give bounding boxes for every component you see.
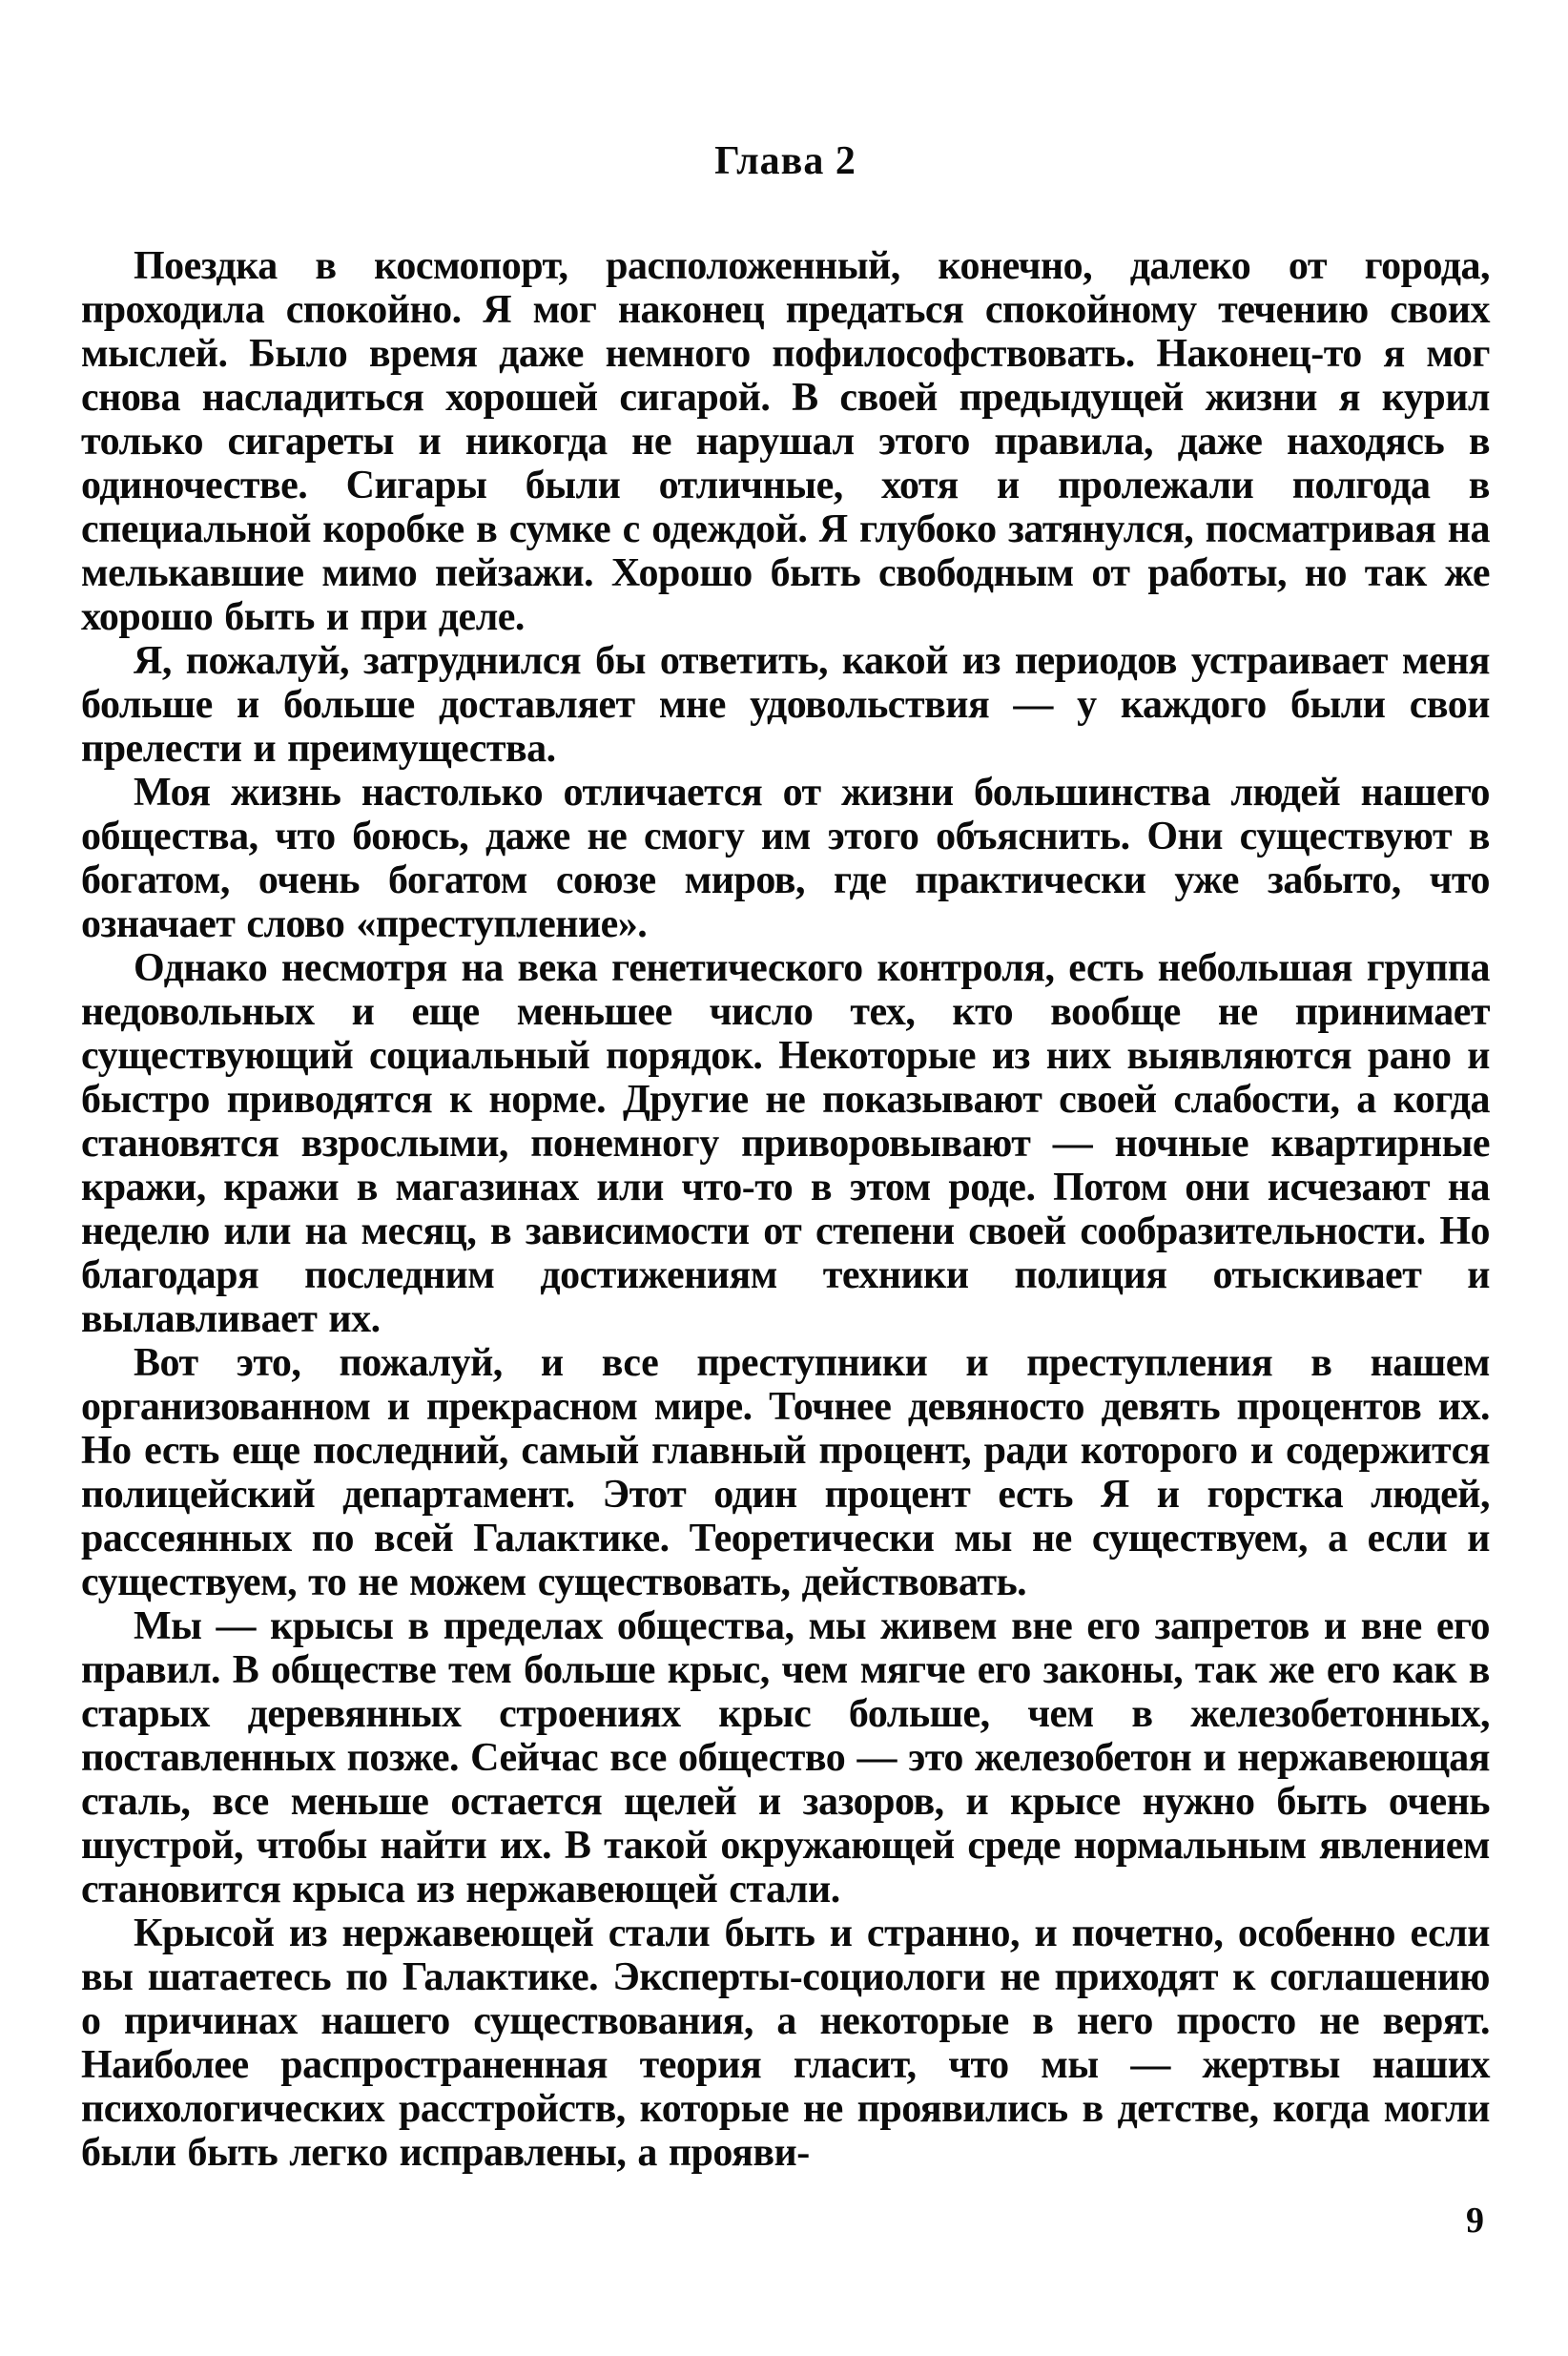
paragraph-1: Поездка в космопорт, расположенный, конечно, далеко от города, проходила спокойно. Я мог наконец предаться спокойному течению своих мыслей. Было время даже немного пофилософствовать. Наконец-то я мог снова насладиться хорошей сигарой. В своей предыдущей жизни я курил только сигареты и никогда не нарушал этого правила, даже находясь в одиночестве. Сигары были отличные, хотя и пролежали полгода в специальной коробке в сумке с одеждой. Я глубоко затянулся, посматривая на мелькавшие мимо пейзажи. Хорошо быть свободным от работы, но так же хорошо быть и при деле.: [81, 244, 1490, 639]
page-number: 9: [1466, 2201, 1484, 2241]
paragraph-7: Крысой из нержавеющей стали быть и странно, и почетно, особенно если вы шатаетесь по Галактике. Эксперты-социологи не приходят к соглашению о причинах нашего существования, а некоторые в него просто не верят. Наиболее распространенная теория гласит, что мы — жертвы наших психологических расстройств, которые не проявились в детстве, когда могли были быть легко исправлены, а прояви-: [81, 1912, 1490, 2175]
paragraph-4: Однако несмотря на века генетического контроля, есть небольшая группа недовольных и еще меньшее число тех, кто вообще не принимает существующий социальный порядок. Некоторые из них выявляются рано и быстро приводятся к норме. Другие не показывают своей слабости, а когда становятся взрослыми, понемногу приворовывают — ночные квартирные кражи, кражи в магазинах или что-то в этом роде. Потом они исчезают на неделю или на месяц, в зависимости от степени своей сообразительности. Но благодаря последним достижениям техники полиция отыскивает и вылавливает их.: [81, 946, 1490, 1341]
paragraph-3: Моя жизнь настолько отличается от жизни большинства людей нашего общества, что боюсь, даже не смогу им этого объяснить. Они существуют в богатом, очень богатом союзе миров, где практически уже забыто, что означает слово «преступление».: [81, 771, 1490, 946]
paragraph-6: Мы — крысы в пределах общества, мы живем вне его запретов и вне его правил. В обществе тем больше крыс, чем мягче его законы, так же его как в старых деревянных строениях крыс больше, чем в железобетонных, поставленных позже. Сейчас все общество — это железобетон и нержавеющая сталь, все меньше остается щелей и зазоров, и крысе нужно быть очень шустрой, чтобы найти их. В такой окружающей среде нормальным явлением становится крыса из нержавеющей стали.: [81, 1604, 1490, 1912]
chapter-heading: Глава 2: [714, 139, 856, 183]
paragraph-2: Я, пожалуй, затруднился бы ответить, какой из периодов устраивает меня больше и больше доставляет мне удовольствия — у каждого были свои прелести и преимущества.: [81, 639, 1490, 771]
page-body: [81, 244, 1490, 2175]
paragraph-5: Вот это, пожалуй, и все преступники и преступления в нашем организованном и прекрасном мире. Точнее девяносто девять процентов их. Но есть еще последний, самый главный процент, ради которого и содержится полицейский департамент. Этот один процент есть Я и горстка людей, рассеянных по всей Галактике. Теоретически мы не существуем, а если и существуем, то не можем существовать, действовать.: [81, 1341, 1490, 1604]
